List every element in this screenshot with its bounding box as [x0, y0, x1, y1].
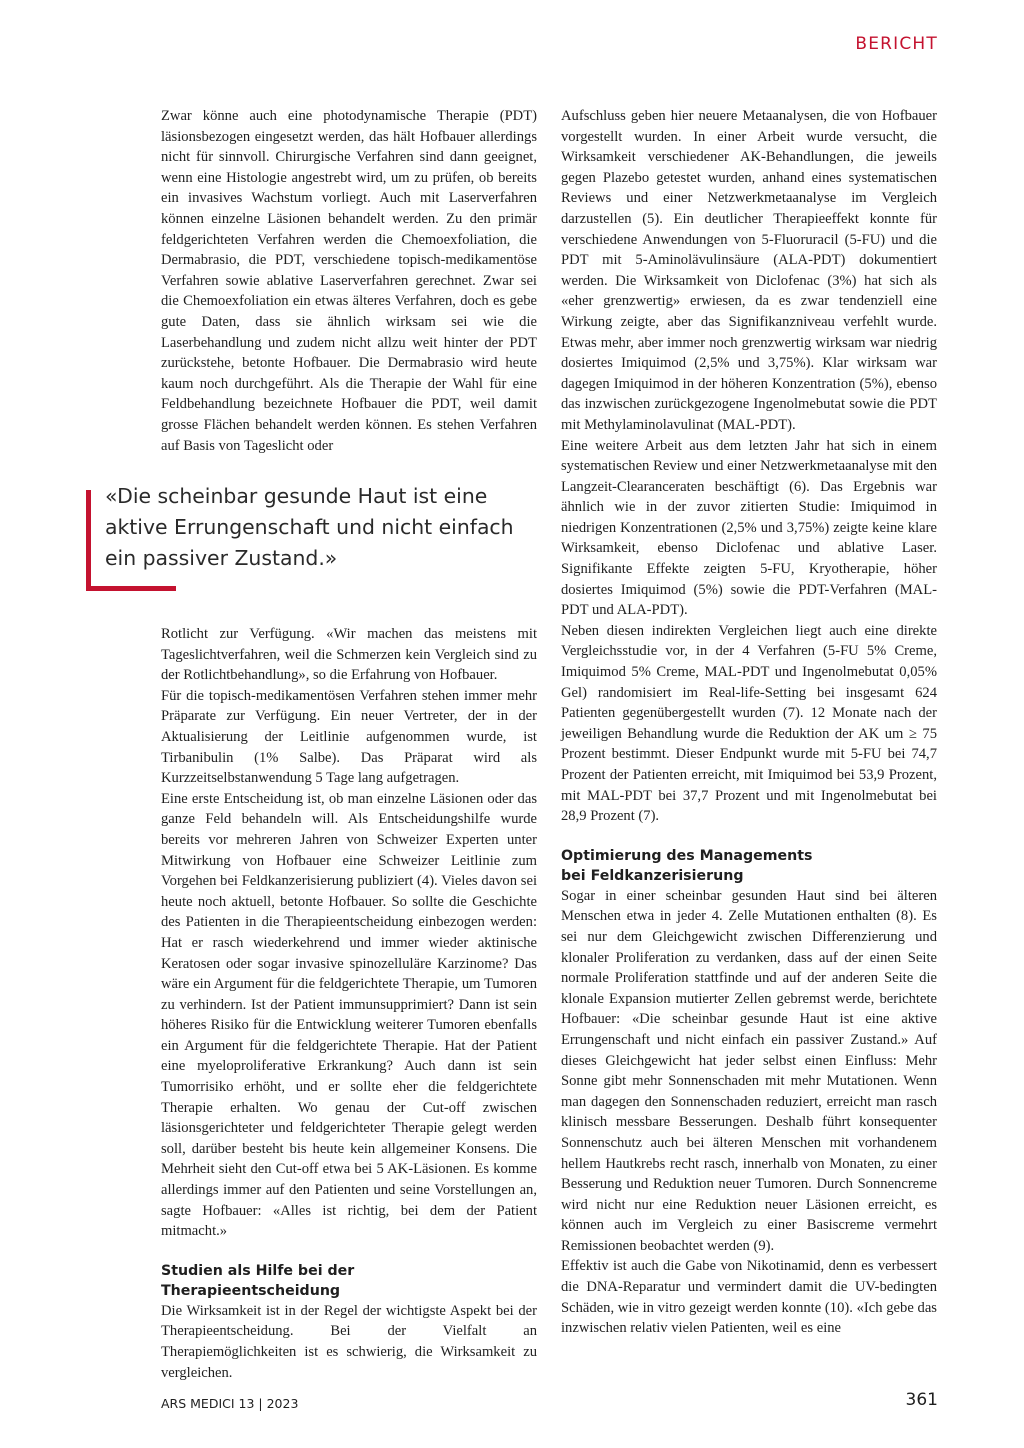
pullquote: «Die scheinbar gesunde Haut ist eine aktive Errungenschaft und nicht einfach ein passiver Zustand.»: [105, 484, 514, 570]
paragraph: Eine erste Entscheidung ist, ob man einzelne Läsionen oder das ganze Feld behandeln will. Als Entscheidungshilfe wurde bereits vor mehreren Jahren von Schweizer Experten unter Mitwirkung von Hofbauer eine Schweizer Leitlinie zum Vorgehen bei Feldkanzerisierung publiziert (4). Vieles davon sei heute noch aktuell, betonte Hofbauer. So sollte die Geschichte des Patienten in die Therapieentscheidung einbezogen werden: Hat er rasch wiederkehrend und immer wieder aktinische Keratosen oder sogar invasive spinozelluläre Karzinome? Das wäre ein Argument für die feldgerichtete Therapie, um Tumoren zu verhindern. Ist der Patient immunsupprimiert? Dann ist sein höheres Risiko für die Entwicklung weiterer Tumoren ebenfalls ein Argument für die feldgerichtete Therapie. Hat der Patient eine myeloproliferative Erkrankung? Auch dann ist sein Tumorrisiko erhöht, und er sollte eher die feldgerichtete Therapie erhalten. Wo genau der Cut-off zwischen läsionsgerichteter und feldgerichteter Therapie gelegt werden soll, darüber besteht bis heute kein allgemeiner Konsens. Die Mehrheit sieht den Cut-off etwa bei 5 AK-Läsionen. Es komme allerdings immer auf den Patienten und seine Vorstellungen an, sagte Hofbauer: «Alles ist richtig, bei dem der Patient mitmacht.»: [161, 790, 537, 1240]
paragraph: Rotlicht zur Verfügung. «Wir machen das meistens mit Tageslichtverfahren, weil die Schmerzen kein Vergleich sind zu der Rotlichtbehandlung», so die Erfahrung von Hofbauer.: [161, 626, 537, 684]
section-label: BERICHT: [855, 34, 938, 54]
paragraph: Die Wirksamkeit ist in der Regel der wichtigste Aspekt bei der Therapieentscheidung. Bei der Vielfalt an Therapiemöglichkeiten ist es schwierig, die Wirksamkeit zu vergleichen.: [161, 1302, 537, 1381]
paragraph: Effektiv ist auch die Gabe von Nikotinamid, denn es verbessert die DNA-Reparatur und vermindert damit die UV-bedingten Schäden, wie in vitro gezeigt werden konnte (10). «Ich gebe das inzwischen relativ vielen Patienten, weil es eine: [561, 1258, 937, 1337]
paragraph: Neben diesen indirekten Vergleichen liegt auch eine direkte Vergleichsstudie vor, in der 4 Verfahren (5-FU 5% Creme, Imiquimod 5% Creme, MAL-PDT und Ingenolmebutat 0,05% Gel) randomisiert im Real-life-Setting bei insgesamt 624 Patienten gegenübergestellt wurden (7). 12 Monate nach der jeweiligen Behandlung wurde die Reduktion der AK um ≥ 75 Prozent bestimmt. Dieser Endpunkt wurde mit 5-FU bei 74,7 Prozent der Patienten erreicht, mit Imiquimod bei 53,9 Prozent, mit MAL-PDT bei 37,7 Prozent und mit Ingenolmebutat bei 28,9 Prozent (7).: [561, 622, 937, 825]
paragraph: Eine weitere Arbeit aus dem letzten Jahr hat sich in einem systematischen Review und einer Netzwerkmetaanalyse mit den Langzeit-Clearanceraten beschäftigt (6). Das Ergebnis war ähnlich wie in der zuvor zitierten Studie: Imiquimod in niedrigen Konzentrationen (2,5% und 3,75%) zeigte keine klare Wirksamkeit, ebenso Diclofenac und ablative Laser. Signifikante Effekte zeigten 5-FU, Kryotherapie, höher dosiertes Imiquimod (5%) sowie die PDT-Verfahren (MAL-PDT und ALA-PDT).: [561, 437, 937, 619]
paragraph: Zwar könne auch eine photodynamische Therapie (PDT) läsionsbezogen eingesetzt werden, das hält Hofbauer allerdings nicht für sinnvoll. Chirurgische Verfahren sind dann geeignet, wenn eine Histologie angestrebt wird, um zu prüfen, ob bereits ein invasives Wachstum vorliegt. Auch mit Laserverfahren können einzelne Läsionen behandelt werden. Zu den primär feldgerichteten Verfahren werden die Chemoexfoliation, die Dermabrasio, die PDT, verschiedene topisch-medikamentöse Verfahren sowie ablative Laserverfahren gerechnet. Zwar sei die Chemoexfoliation ein etwas älteres Verfahren, doch es gebe gute Daten, dass sie ähnlich wirksam sei wie die Laserbehandlung und zudem nicht allzu weit hinter der PDT zurückstehe, betonte Hofbauer. Die Dermabrasio wird heute kaum noch durchgeführt. Als die Therapie der Wahl für eine Feldbehandlung bezeichnete Hofbauer die PDT, weil damit grosse Flächen behandelt werden können. Es stehen Verfahren auf Basis von Tageslicht oder: [161, 108, 537, 454]
section-heading-management-line1: Optimierung des Managements: [561, 847, 813, 864]
section-heading-management-line2: bei Feldkanzerisierung: [561, 867, 744, 884]
left-column-bottom: [161, 624, 537, 1383]
paragraph: Aufschluss geben hier neuere Metaanalysen, die von Hofbauer vorgestellt wurden. In einer Arbeit wurde versucht, die Wirksamkeit verschiedener AK-Behandlungen, die jeweils gegen Plazebo getestet wurden, anhand eines systematischen Reviews und einer Netzwerkmetaanalyse im Vergleich darzustellen (5). Ein deutlicher Therapieeffekt konnte für verschiedene Anwendungen von 5-Fluoruracil (5-FU) und die PDT mit 5-Aminolävulinsäure (ALA-PDT) dokumentiert werden. Die Wirksamkeit von Diclofenac (3%) hat sich als «eher grenzwertig» erwiesen, da es zwar tendenziell eine Wirkung zeigte, aber das Signifikanzniveau verfehlt wurde. Etwas mehr, aber immer noch grenzwertig wirksam war niedrig dosiertes Imiquimod (2,5% und 3,75%). Klar wirksam war dagegen Imiquimod in der höheren Konzentration (5%), ebenso das inzwischen zurückgezogene Ingenolmebutat sowie die PDT mit Methylaminolavulinat (MAL-PDT).: [561, 108, 937, 433]
pullquote-bar-horizontal: [86, 586, 176, 591]
paragraph: Sogar in einer scheinbar gesunden Haut sind bei älteren Menschen etwa in jeder 4. Zelle Mutationen enthalten (8). Es sei nur dem Gleichgewicht zwischen Differenzierung und klonaler Proliferation zu verdanken, dass auf der einen Seite normale Proliferation stattfinde und auf der anderen Seite die klonale Expansion mutierter Zellen gebremst werde, berichtete Hofbauer: «Die scheinbar gesunde Haut ist eine aktive Errungenschaft und nicht einfach ein passiver Zustand.» Auf dieses Gleichgewicht hat jeder selbst einen Einfluss: Mehr Sonne gibt mehr Sonnenschaden mit mehr Mutationen. Wenn man dagegen den Sonnenschaden reduziert, erreicht man rasch klinisch messbare Besserungen. Deshalb führt konsequenter Sonnenschutz auch bei älteren Menschen mit vorhandenem hellem Hautkrebs recht rasch, innerhalb von Monaten, zu einer Besserung und Reduktion neuer Tumoren. Durch Sonnencreme wird nicht nur eine Reduktion neuer Läsionen erreicht, es können auch im Vergleich zu einer Basiscreme vermehrt Remissionen beobachtet werden (9).: [561, 887, 937, 1254]
paragraph: Für die topisch-medikamentösen Verfahren stehen immer mehr Präparate zur Verfügung. Ein neuer Vertreter, der in der Aktualisierung der Leitlinie aufgenommen wurde, ist Tirbanibulin (1% Salbe). Das Präparat wird als Kurzzeitselbstanwendung 5 Tage lang aufgetragen.: [161, 687, 537, 787]
left-column-top: [161, 106, 537, 456]
section-heading-management: [561, 846, 937, 886]
footer-journal: ARS MEDICI 13 | 2023: [161, 1396, 299, 1411]
pullquote-bar-vertical: [86, 490, 91, 591]
right-column: [561, 106, 937, 1339]
section-heading-studies: Studien als Hilfe bei der Therapieentscheidung: [161, 1262, 355, 1299]
footer-page-number: 361: [905, 1390, 938, 1410]
